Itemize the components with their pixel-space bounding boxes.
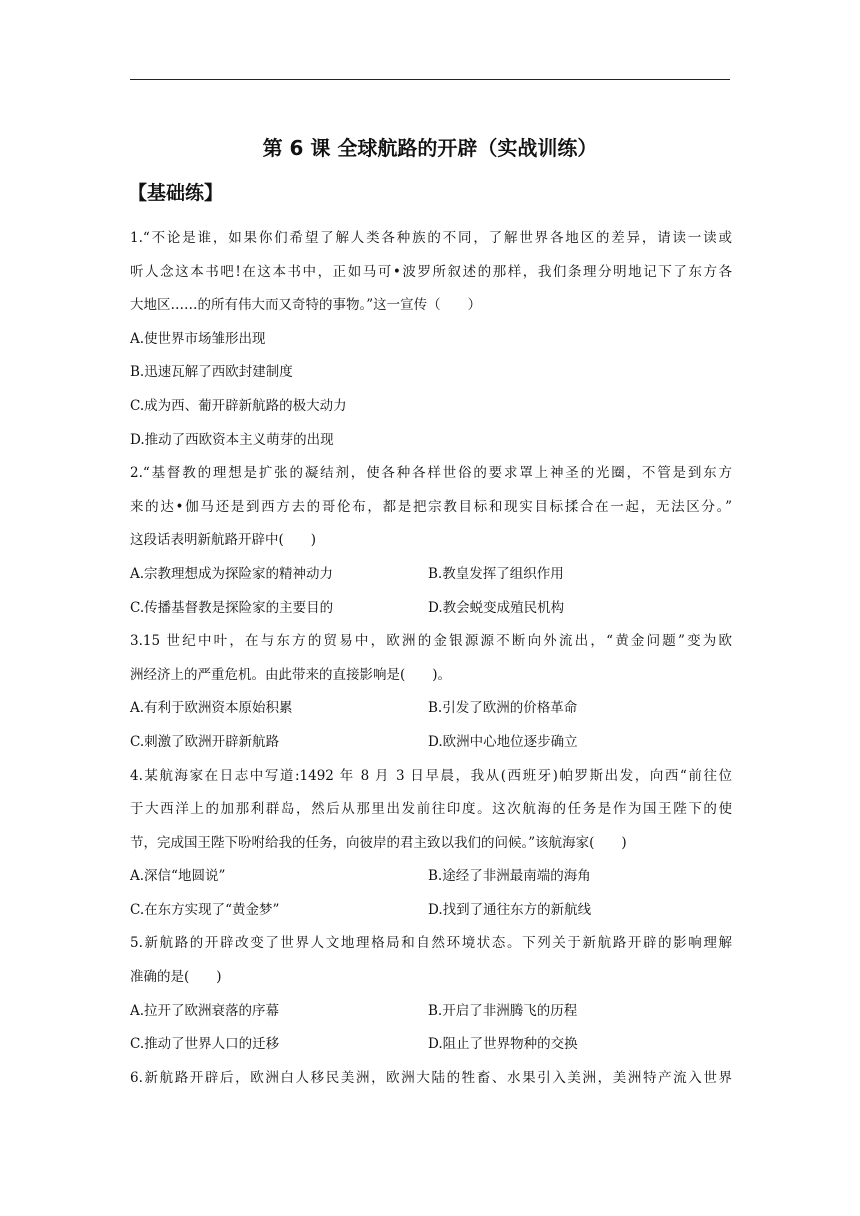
option-row <box>130 860 732 894</box>
answer-option: A.拉开了欧洲衰落的序幕 <box>130 1002 280 1019</box>
option-row <box>130 558 732 592</box>
answer-option: C.成为西、葡开辟新航路的极大动力 <box>130 397 347 414</box>
answer-option: B.开启了非洲腾飞的历程 <box>428 1002 578 1019</box>
option-row <box>130 692 732 726</box>
answer-option: D.阻止了世界物种的交换 <box>428 1036 578 1053</box>
question-5 <box>130 927 732 1061</box>
answer-option: C.刺激了欧洲开辟新航路 <box>130 733 280 750</box>
answer-option: A.深信“地圆说” <box>130 868 226 885</box>
question-stem-line: 准确的是( ) <box>130 969 222 986</box>
question-stem-line: 于大西洋上的加那利群岛，然后从那里出发前往印度。这次航海的任务是作为国王陛下的使 <box>130 801 732 818</box>
question-list <box>130 222 732 1095</box>
question-stem-line: 4.某航海家在日志中写道:1492 年 8 月 3 日早晨，我从(西班牙)帕罗斯出发，向西“前往位 <box>130 767 732 784</box>
lesson-title: 第 6 课 全球航路的开辟（实战训练） <box>262 136 598 160</box>
question-2 <box>130 457 732 625</box>
option-row <box>130 726 732 760</box>
answer-option: A.使世界市场雏形出现 <box>130 330 266 347</box>
question-stem-line: 洲经济上的严重危机。由此带来的直接影响是( )。 <box>130 666 452 683</box>
answer-option: A.宗教理想成为探险家的精神动力 <box>130 565 334 582</box>
answer-option: B.引发了欧洲的价格革命 <box>428 700 578 717</box>
answer-option: B.教皇发挥了组织作用 <box>428 565 564 582</box>
answer-option: D.欧洲中心地位逐步确立 <box>428 733 578 750</box>
question-stem-line: 听人念这本书吧!在这本书中，正如马可•波罗所叙述的那样，我们条理分明地记下了东方各 <box>130 263 732 280</box>
question-stem-line: 5.新航路的开辟改变了世界人文地理格局和自然环境状态。下列关于新航路开辟的影响理解 <box>130 935 732 952</box>
question-stem-line: 3.15 世纪中叶，在与东方的贸易中，欧洲的金银源源不断向外流出，“黄金问题”变为欧 <box>130 633 732 650</box>
option-row <box>130 995 732 1029</box>
answer-option: A.有利于欧洲资本原始积累 <box>130 700 293 717</box>
section-heading: 【基础练】 <box>128 182 224 204</box>
answer-option: B.迅速瓦解了西欧封建制度 <box>130 364 293 381</box>
answer-option: B.途经了非洲最南端的海角 <box>428 868 591 885</box>
option-row <box>130 1028 732 1062</box>
question-6 <box>130 1062 732 1096</box>
option-row <box>130 894 732 928</box>
answer-option: C.在东方实现了“黄金梦” <box>130 901 280 918</box>
question-stem-line: 来的达•伽马还是到西方去的哥伦布，都是把宗教目标和现实目标揉合在一起，无法区分。” <box>130 498 732 515</box>
question-stem-line: 节，完成国王陛下吩咐给我的任务，向彼岸的君主致以我们的问候。”该航海家( ) <box>130 834 627 851</box>
question-1 <box>130 222 732 457</box>
question-4 <box>130 760 732 928</box>
question-stem-line: 2.“基督教的理想是扩张的凝结剂，使各种各样世俗的要求罩上神圣的光圈，不管是到东方 <box>130 465 732 482</box>
question-stem-line: 6.新航路开辟后，欧洲白人移民美洲，欧洲大陆的牲畜、水果引入美洲，美洲特产流入世界 <box>130 1069 732 1086</box>
header-rule <box>130 79 730 80</box>
question-stem-line: 这段话表明新航路开辟中( ) <box>130 532 317 549</box>
option-row <box>130 592 732 626</box>
answer-option: D.推动了西欧资本主义萌芽的出现 <box>130 431 334 448</box>
answer-option: C.推动了世界人口的迁移 <box>130 1036 280 1053</box>
answer-option: C.传播基督教是探险家的主要目的 <box>130 599 334 616</box>
answer-option: D.教会蜕变成殖民机构 <box>428 599 565 616</box>
question-stem-line: 1.“不论是谁，如果你们希望了解人类各种族的不同，了解世界各地区的差异，请读一读或 <box>130 230 732 246</box>
question-stem-line: 大地区……的所有伟大而又奇特的事物。”这一宣传（ ） <box>130 297 482 314</box>
answer-option: D.找到了通往东方的新航线 <box>428 901 592 918</box>
question-3 <box>130 625 732 759</box>
